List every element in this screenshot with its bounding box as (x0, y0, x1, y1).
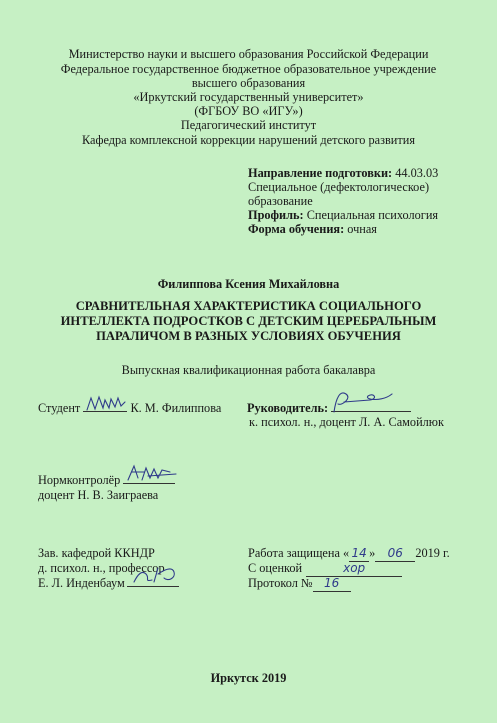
header-line-6: Педагогический институт (180, 118, 317, 132)
head-line-2: д. психол. н., профессор (38, 561, 165, 575)
title-line-3: ПАРАЛИЧОМ В РАЗНЫХ УСЛОВИЯХ ОБУЧЕНИЯ (96, 329, 401, 343)
defense-date-line: Работа защищена « 14 » 06 2019 г. (248, 546, 450, 560)
normcontrol-signature (124, 460, 184, 486)
title-line-1: СРАВНИТЕЛЬНАЯ ХАРАКТЕРИСТИКА СОЦИАЛЬНОГО (75, 299, 422, 313)
header-line-2: Федеральное государственное бюджетное образовательное учреждение (60, 62, 437, 76)
form-label: Форма обучения: (248, 222, 345, 236)
defense-year: 2019 г. (415, 546, 450, 560)
head-line-1: Зав. кафедрой ККНДР (38, 546, 155, 560)
grade-line (248, 561, 402, 577)
head-signature (128, 560, 188, 588)
protocol-label: Протокол № (248, 576, 313, 590)
defense-day: 14 (351, 546, 367, 560)
header-line-4: «Иркутский государственный университет» (133, 90, 364, 104)
direction-code: 44.03.03 (392, 166, 439, 180)
normcontrol-name: доцент Н. В. Заиграева (38, 488, 159, 502)
profile-value: Специальная психология (303, 208, 439, 222)
header-line-5: (ФГБОУ ВО «ИГУ») (194, 104, 303, 118)
profile-label: Профиль: (248, 208, 304, 222)
grade-value: хор (343, 561, 366, 575)
grade-label: С оценкой (248, 561, 303, 575)
header-line-1: Министерство науки и высшего образования Российской Федерации (68, 47, 429, 61)
footer-city-year: Иркутск 2019 (210, 671, 287, 685)
header-line-7: Кафедра комплексной коррекции нарушений детского развития (81, 133, 415, 147)
student-label: Студент (38, 401, 81, 415)
profile-line (248, 208, 438, 223)
defense-month: 06 (387, 546, 403, 560)
work-type: Выпускная квалификационная работа бакалавра (121, 363, 376, 377)
head-name: Е. Л. Инденбаум (38, 576, 125, 590)
author-name: Филиппова Ксения Михайловна (157, 277, 340, 291)
supervisor-label: Руководитель: (247, 401, 329, 415)
direction-label: Направление подготовки: (248, 166, 393, 180)
form-value: очная (344, 222, 377, 236)
form-line (248, 222, 377, 237)
protocol-value: 16 (324, 576, 340, 590)
protocol-line (248, 576, 351, 592)
title-line-2: ИНТЕЛЛЕКТА ПОДРОСТКОВ С ДЕТСКИМ ЦЕРЕБРАЛЬНЫМ (60, 314, 437, 328)
normcontrol-label: Нормконтролёр (38, 473, 121, 487)
direction-name-2: образование (248, 194, 313, 208)
direction-name-1: Специальное (дефектологическое) (248, 180, 430, 194)
supervisor-signature (330, 388, 400, 418)
student-signature (85, 392, 130, 414)
student-name: К. М. Филиппова (130, 401, 222, 415)
defense-prefix: Работа защищена « (248, 546, 350, 560)
direction-line (248, 166, 438, 181)
header-line-3: высшего образования (191, 76, 306, 90)
supervisor-name: к. психол. н., доцент Л. А. Самойлюк (249, 415, 444, 429)
